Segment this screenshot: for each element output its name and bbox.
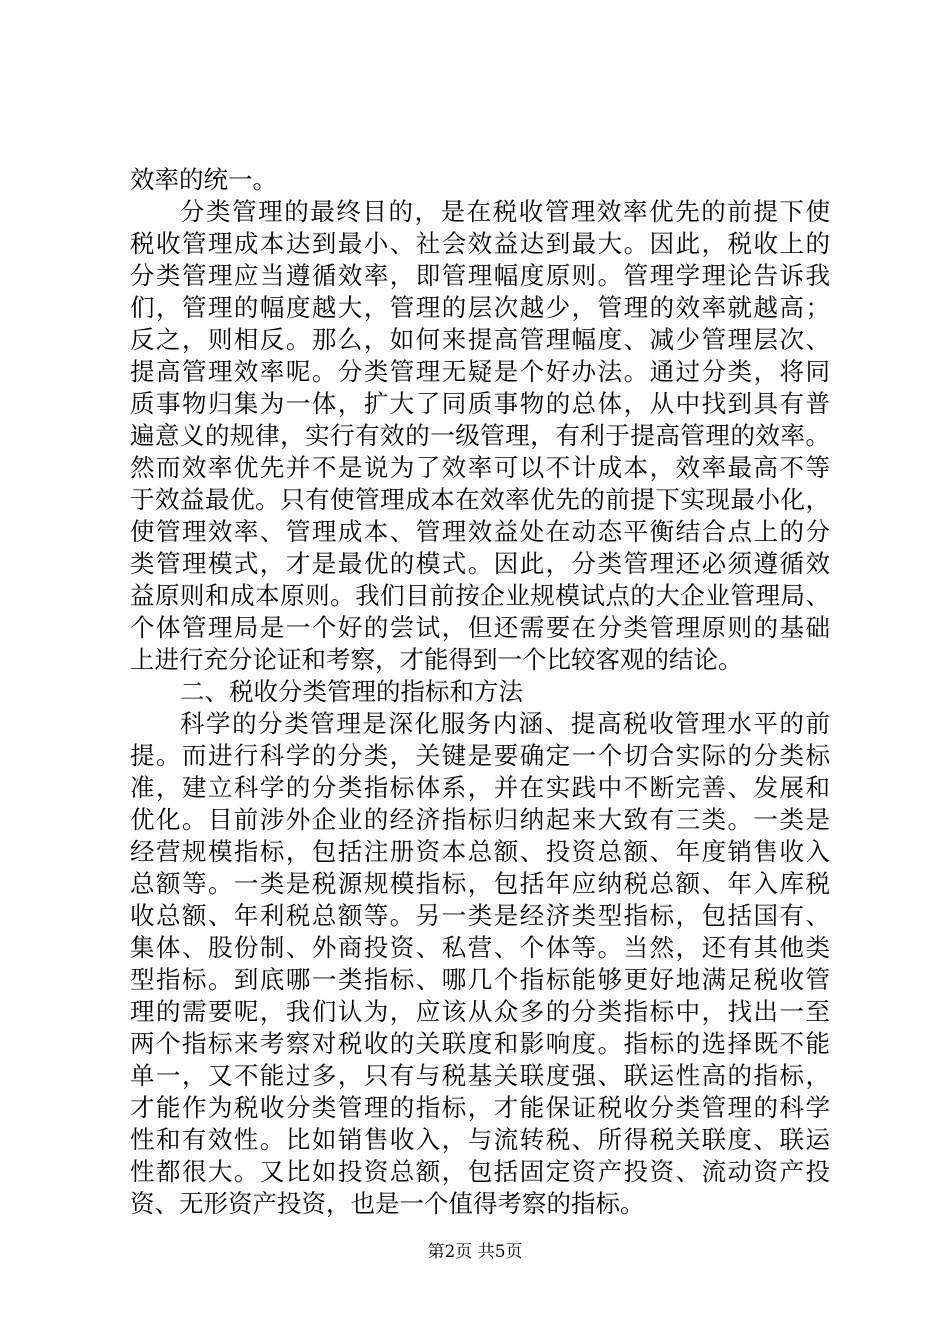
- text-line: 提高管理效率呢。分类管理无疑是个好办法。通过分类，将同: [130, 357, 830, 386]
- text-line: 科学的分类管理是深化服务内涵、提高税收管理水平的前: [180, 709, 830, 738]
- text-line: 使管理效率、管理成本、管理效益处在动态平衡结合点上的分: [130, 517, 830, 546]
- text-line: 提。而进行科学的分类，关键是要确定一个切合实际的分类标: [130, 741, 830, 770]
- text-line: 优化。目前涉外企业的经济指标归纳起来大致有三类。一类是: [130, 805, 830, 834]
- text-line: 收总额、年利税总额等。另一类是经济类型指标，包括国有、: [130, 901, 830, 930]
- text-line: 集体、股份制、外商投资、私营、个体等。当然，还有其他类: [130, 933, 830, 962]
- text-line: 理的需要呢，我们认为，应该从众多的分类指标中，找出一至: [130, 997, 830, 1026]
- text-line: 们，管理的幅度越大，管理的层次越少，管理的效率就越高；: [130, 293, 830, 322]
- text-line: 型指标。到底哪一类指标、哪几个指标能够更好地满足税收管: [130, 965, 830, 994]
- text-line: 分类管理应当遵循效率，即管理幅度原则。管理学理论告诉我: [130, 261, 830, 290]
- text-line: 上进行充分论证和考察，才能得到一个比较客观的结论。: [130, 645, 743, 674]
- page-footer: 第2页 共5页: [427, 1242, 523, 1262]
- text-line: 分类管理的最终目的，是在税收管理效率优先的前提下使: [180, 197, 830, 226]
- text-line: 才能作为税收分类管理的指标，才能保证税收分类管理的科学: [130, 1093, 830, 1122]
- text-line: 经营规模指标，包括注册资本总额、投资总额、年度销售收入: [130, 837, 830, 866]
- text-line: 性和有效性。比如销售收入，与流转税、所得税关联度、联运: [130, 1125, 830, 1154]
- text-line: 单一，又不能过多，只有与税基关联度强、联运性高的指标，: [130, 1061, 830, 1090]
- text-line: 质事物归集为一体，扩大了同质事物的总体，从中找到具有普: [130, 389, 830, 418]
- text-line: 效率的统一。: [130, 165, 277, 194]
- text-line: 二、税收分类管理的指标和方法: [180, 677, 523, 706]
- text-line: 个体管理局是一个好的尝试，但还需要在分类管理原则的基础: [130, 613, 830, 642]
- text-line: 资、无形资产投资，也是一个值得考察的指标。: [130, 1189, 645, 1218]
- text-line: 然而效率优先并不是说为了效率可以不计成本，效率最高不等: [130, 453, 830, 482]
- document-body: [130, 164, 830, 1220]
- text-line: 于效益最优。只有使管理成本在效率优先的前提下实现最小化，: [130, 485, 830, 514]
- text-line: 遍意义的规律，实行有效的一级管理，有利于提高管理的效率。: [130, 421, 830, 450]
- text-line: 准，建立科学的分类指标体系，并在实践中不断完善、发展和: [130, 773, 830, 802]
- text-line: 类管理模式，才是最优的模式。因此，分类管理还必须遵循效: [130, 549, 830, 578]
- text-line: 税收管理成本达到最小、社会效益达到最大。因此，税收上的: [130, 229, 830, 258]
- text-line: 性都很大。又比如投资总额，包括固定资产投资、流动资产投: [130, 1157, 830, 1186]
- text-line: 反之，则相反。那么，如何来提高管理幅度、减少管理层次、: [130, 325, 830, 354]
- text-line: 两个指标来考察对税收的关联度和影响度。指标的选择既不能: [130, 1029, 830, 1058]
- text-line: 总额等。一类是税源规模指标，包括年应纳税总额、年入库税: [130, 869, 830, 898]
- text-line: 益原则和成本原则。我们目前按企业规模试点的大企业管理局、: [130, 581, 830, 610]
